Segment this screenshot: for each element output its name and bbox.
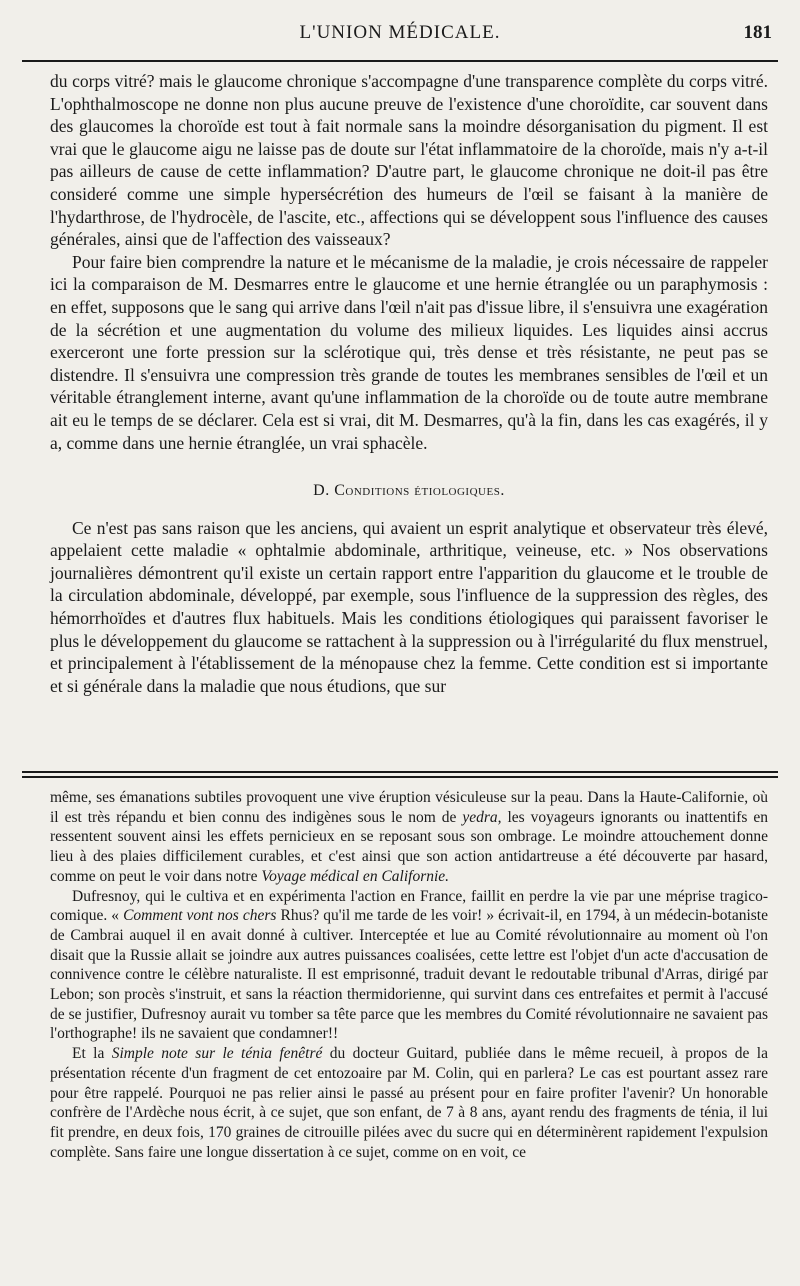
paragraph-1: du corps vitré? mais le glaucome chronique s'accompagne d'une transparence complète du corps vitré. L'ophthalmoscope ne donne non plus aucune preuve de l'existence d'une choroïdite, car souvent dans des glaucomes la choroïde est tout à fait normale sans la moindre désorganisation du pigment. Il est vrai que le glaucome aigu ne laisse pas de doute sur l'état inflammatoire de la choroïde, mais n'y a-t-il pas ailleurs de cause de cette inflammation? D'autre part, le glaucome chronique ne doit-il pas être consideré comme une simple hypersécrétion des humeurs de l'œil se faisant à la manière de l'hydarthrose, de l'hydrocèle, de l'ascite, etc., affections qui se développent sous l'influence des causes générales, ainsi que de l'affection des vaisseaux? <box>50 71 768 250</box>
journal-title: L'UNION MÉDICALE. <box>299 22 501 43</box>
header-rule <box>22 60 778 62</box>
note-paragraph-3: Et la Simple note sur le ténia fenêtré du docteur Guitard, publiée dans le même recueil, à propos de la présentation récente d'un fragment de cet entozoaire par M. Colin, qui en parlera? Le cas est pourtant assez rare pour être rappelé. Pourquoi ne pas relier ainsi le passé au présent pour en faire profiter l'avenir? Un honorable confrère de l'Ardèche nous écrit, à ce sujet, que son enfant, de 7 à 8 ans, ayant rendu des fragments de ténia, il lui fit prendre, en deux fois, 170 graines de citrouille pilées avec du sucre qui en déterminèrent rapidement l'expulsion complète. Sans faire une longue dissertation à ce sujet, comme on en voit, ce <box>50 1045 768 1161</box>
note-paragraph-2: Dufresnoy, qui le cultiva et en expérimenta l'action en France, faillit en perdre la vie par une méprise tragico-comique. « Comment vont nos chers Rhus? qu'il me tarde de les voir! » écrivait-il, en 1794, à un médecin-botaniste de Cambrai auquel il en avait donné à cultiver. Interceptée et lue au Comité révolutionnaire au moment où l'on disait que la Russie allait se joindre aux autres puissances coalisées, cette lettre est l'objet d'un acte d'accusation de connivence contre le célèbre naturaliste. Il est emprisonné, traduit devant le redoutable tribunal d'Arras, dirigé par Lebon; son procès s'instruit, et sans la réaction thermidorienne, qui survint dans ces entrefaites et permit à l'accusé de se justifier, Dufresnoy aurait vu tomber sa tête parce que les membres du Comité révolutionnaire ne savaient pas l'orthographe! ils ne savaient que condamner!! <box>50 887 768 1043</box>
note-paragraph-1: même, ses émanations subtiles provoquent une vive éruption vésiculeuse sur la peau. Dans la Haute-Californie, où il est très répandu et bien connu des indigènes sous le nom de yedra, les voyageurs ignorants ou inattentifs en ressentent souvent ainsi les effets pernicieux en se reposant sous son ombrage. Le moindre attouchement donne lieu à des plaies difficilement curables, et c'est ainsi que son action antidartreuse a été découverte par hasard, comme on peut le voir dans notre Voyage médical en Californie. <box>50 789 768 885</box>
page-number: 181 <box>743 22 772 43</box>
footnote-rule-lower <box>22 776 778 778</box>
section-title: Conditions étiologiques. <box>334 482 505 500</box>
section-letter: D. <box>313 482 330 500</box>
main-text <box>50 70 768 697</box>
footnote-rule-upper <box>22 771 778 773</box>
paragraph-3: Ce n'est pas sans raison que les anciens, qui avaient un esprit analytique et observateur très élevé, appelaient cette maladie « ophtalmie abdominale, arthritique, veineuse, etc. » Nos observations journalières démontrent qu'il existe un certain rapport entre l'apparition du glaucome et le trouble de la circulation abdominale, développé, par exemple, sous l'influence de la suppression des règles, des hémorrhoïdes et d'autres flux habituels. Mais les conditions étiologiques qui paraissent favoriser le plus le développement du glaucome se rattachent à la suppression ou à l'irrégularité du flux menstruel, et principalement à l'établissement de la ménopause chez la femme. Cette condition est si importante et si générale dans la maladie que nous étudions, que sur <box>50 517 768 696</box>
paragraph-2: Pour faire bien comprendre la nature et le mécanisme de la maladie, je crois nécessaire de rappeler ici la comparaison de M. Desmarres entre le glaucome et une hernie étranglée ou un paraphymosis : en effet, supposons que le sang qui arrive dans l'œil n'ait pas d'issue libre, il s'ensuivra une exagération de la sécrétion et une augmentation du volume des milieux liquides. Les liquides ainsi accrus exerceront une forte pression sur la sclérotique qui, très dense et très résistante, ne peut pas se distendre. Il s'ensuivra une compression très grande de toutes les membranes sensibles de l'œil et un véritable étranglement interne, avant qu'une inflammation de la choroïde ou de toute autre membrane ait eu le temps de se déclarer. Cela est si vrai, dit M. Desmarres, qu'à la fin, dans les cas exagérés, il y a, comme dans une hernie étranglée, un vrai sphacèle. <box>50 251 768 453</box>
running-header <box>22 18 778 50</box>
section-heading <box>50 480 768 503</box>
feuilleton-text <box>50 788 768 1162</box>
